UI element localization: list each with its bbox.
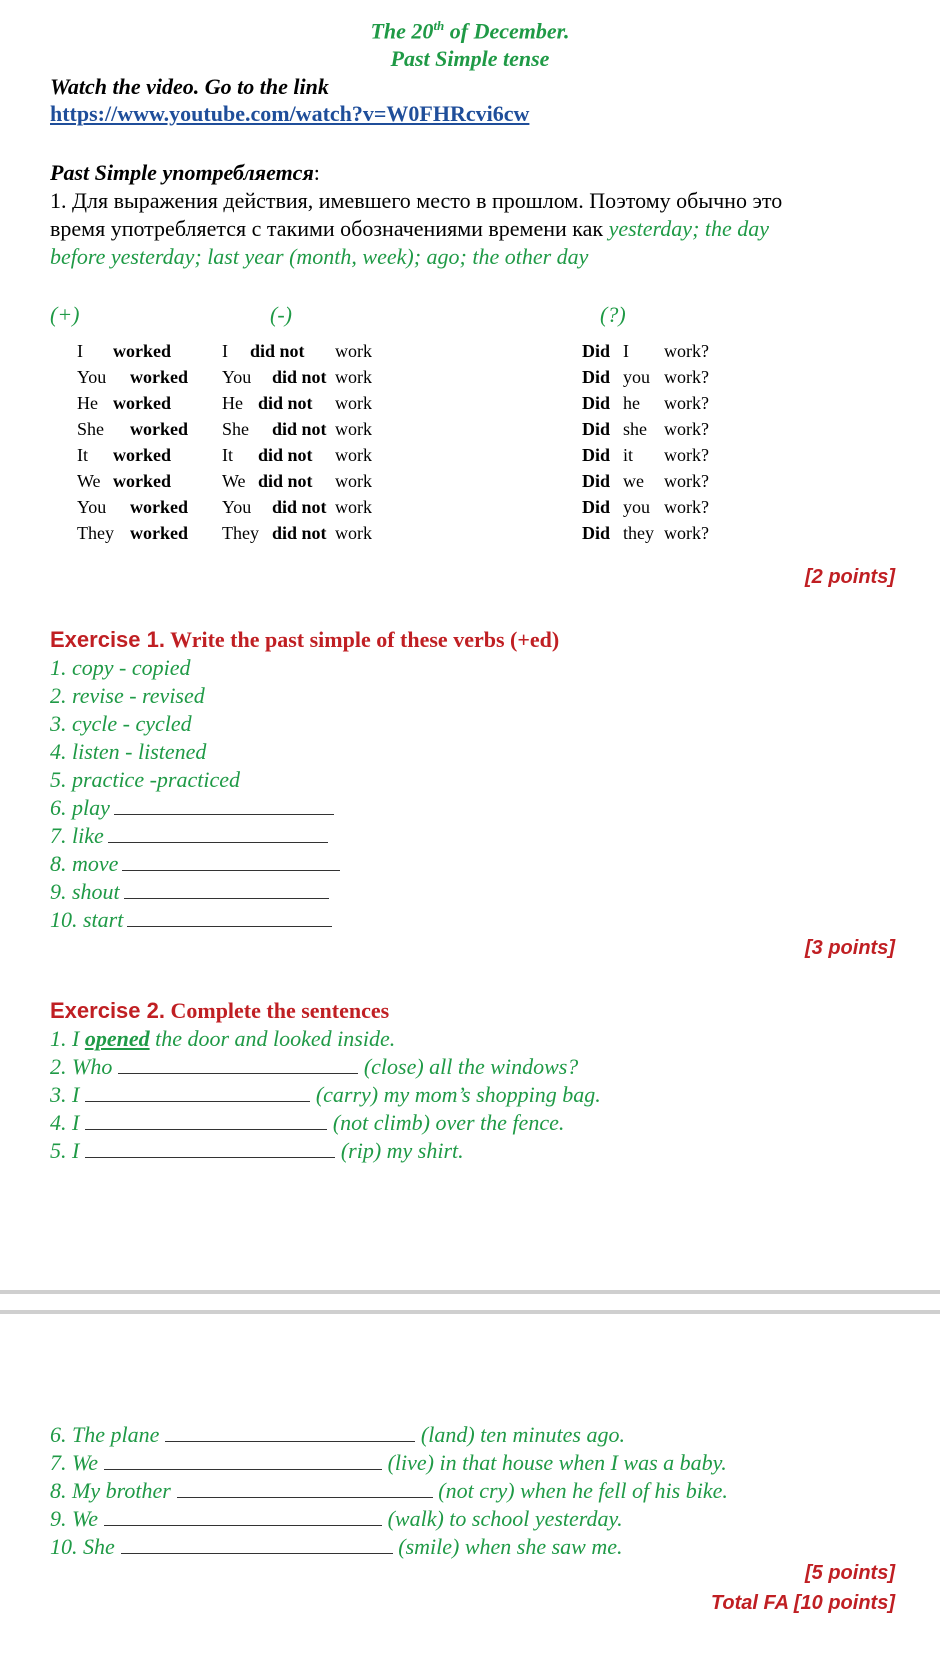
answer-blank[interactable] xyxy=(104,1524,382,1526)
neg-auxiliary: did not xyxy=(258,471,313,491)
exercise2-item-lead: 4. I xyxy=(50,1110,80,1135)
exercise2-item-lead: 7. We xyxy=(50,1450,99,1475)
neg-verb: work xyxy=(335,471,372,491)
q-auxiliary: Did xyxy=(582,445,611,465)
exercise2-item xyxy=(50,1054,578,1080)
exercise2-item-hint: (walk) to school yesterday. xyxy=(382,1506,623,1531)
answer-blank[interactable] xyxy=(114,813,334,815)
neg-auxiliary: did not xyxy=(272,497,327,517)
neg-pronoun: You xyxy=(222,497,252,517)
neg-pronoun: She xyxy=(222,419,249,439)
exercise2-item-1: 1. I opened the door and looked inside. xyxy=(50,1026,396,1051)
neg-auxiliary: did not xyxy=(258,393,313,413)
answer-blank[interactable] xyxy=(85,1100,310,1102)
neg-pronoun: We xyxy=(222,471,246,491)
video-link[interactable]: https://www.youtube.com/watch?v=W0FHRcvi6cw xyxy=(50,101,530,126)
usage-line-1: 1. Для выражения действия, имевшего место в прошлом. Поэтому обычно это xyxy=(50,188,783,213)
exercise1-item xyxy=(50,683,205,709)
exercise2-item-lead: 9. We xyxy=(50,1506,99,1531)
q-pronoun: you xyxy=(623,497,650,517)
exercise2-item-lead: 3. I xyxy=(50,1082,80,1107)
exercise1-item xyxy=(50,851,340,877)
points-exercise2: [5 points] xyxy=(805,1562,895,1584)
exercise2-item xyxy=(50,1082,601,1108)
exercise1-item xyxy=(50,711,192,737)
q-verb: work? xyxy=(664,471,709,491)
points-table: [2 points] xyxy=(805,566,895,588)
neg-auxiliary: did not xyxy=(272,419,327,439)
pos-verb: worked xyxy=(130,497,188,517)
col-question-header: (?) xyxy=(600,302,626,327)
q-verb: work? xyxy=(664,393,709,413)
answer-blank[interactable] xyxy=(85,1156,335,1158)
usage-heading: Past Simple употребляется: xyxy=(50,160,320,185)
pos-pronoun: He xyxy=(77,393,98,413)
q-verb: work? xyxy=(664,445,709,465)
col-negative-header: (-) xyxy=(270,302,292,327)
exercise2-item xyxy=(50,1506,623,1532)
neg-pronoun: It xyxy=(222,445,233,465)
points-exercise1: [3 points] xyxy=(805,937,895,959)
exercise1-item xyxy=(50,907,332,933)
q-auxiliary: Did xyxy=(582,523,611,543)
exercise2-item xyxy=(50,1110,564,1136)
answer-blank[interactable] xyxy=(122,869,340,871)
usage-line-3: before yesterday; last year (month, week); ago; the other day xyxy=(50,244,589,269)
neg-verb: work xyxy=(335,341,372,361)
q-verb: work? xyxy=(664,419,709,439)
neg-auxiliary: did not xyxy=(272,523,327,543)
pos-verb: worked xyxy=(113,445,171,465)
exercise1-item-text: 2. revise - revised xyxy=(50,683,205,708)
neg-auxiliary: did not xyxy=(272,367,327,387)
col-positive-header: (+) xyxy=(50,302,80,327)
q-verb: work? xyxy=(664,341,709,361)
exercise1-item-text: 4. listen - listened xyxy=(50,739,207,764)
exercise2-item xyxy=(50,1138,464,1164)
neg-verb: work xyxy=(335,393,372,413)
answer-blank[interactable] xyxy=(118,1072,358,1074)
exercise2-item-lead: 6. The plane xyxy=(50,1422,160,1447)
neg-pronoun: I xyxy=(222,341,228,361)
pos-pronoun: You xyxy=(77,367,107,387)
exercise2-item xyxy=(50,1534,623,1560)
exercise2-item-lead: 10. She xyxy=(50,1534,115,1559)
neg-pronoun: You xyxy=(222,367,252,387)
neg-auxiliary: did not xyxy=(250,341,305,361)
q-pronoun: he xyxy=(623,393,640,413)
exercise1-item-text: 3. cycle - cycled xyxy=(50,711,192,736)
q-verb: work? xyxy=(664,367,709,387)
exercise2-item-hint: (not climb) over the fence. xyxy=(327,1110,565,1135)
pos-verb: worked xyxy=(113,471,171,491)
q-auxiliary: Did xyxy=(582,393,611,413)
q-auxiliary: Did xyxy=(582,341,611,361)
instruction: Watch the video. Go to the link xyxy=(50,74,329,99)
q-verb: work? xyxy=(664,497,709,517)
exercise1-item-text: 10. start xyxy=(50,907,124,932)
exercise2-item-lead: 2. Who xyxy=(50,1054,113,1079)
q-pronoun: you xyxy=(623,367,650,387)
neg-verb: work xyxy=(335,419,372,439)
q-pronoun: it xyxy=(623,445,634,465)
pos-verb: worked xyxy=(130,367,188,387)
exercise2-item-hint: (smile) when she saw me. xyxy=(392,1534,623,1559)
q-pronoun: we xyxy=(623,471,644,491)
answer-blank[interactable] xyxy=(108,841,328,843)
exercise1-item xyxy=(50,879,329,905)
q-pronoun: they xyxy=(623,523,654,543)
exercise2-item-hint: (rip) my shirt. xyxy=(335,1138,464,1163)
exercise1-item xyxy=(50,823,328,849)
q-pronoun: she xyxy=(623,419,647,439)
pos-pronoun: She xyxy=(77,419,104,439)
answer-blank[interactable] xyxy=(165,1440,415,1442)
pos-verb: worked xyxy=(113,341,171,361)
exercise2-item-hint: (not cry) when he fell of his bike. xyxy=(432,1478,728,1503)
exercise2-item-hint: (land) ten minutes ago. xyxy=(415,1422,625,1447)
exercise1-item-text: 1. copy - copied xyxy=(50,655,191,680)
exercise1-item xyxy=(50,795,334,821)
neg-verb: work xyxy=(335,497,372,517)
neg-verb: work xyxy=(335,367,372,387)
pos-pronoun: You xyxy=(77,497,107,517)
exercise2-item-lead: 5. I xyxy=(50,1138,80,1163)
neg-pronoun: They xyxy=(222,523,259,543)
pos-pronoun: I xyxy=(77,341,83,361)
answer-blank[interactable] xyxy=(177,1496,433,1498)
exercise2-item xyxy=(50,1422,625,1448)
exercise2-item-hint: (carry) my mom’s shopping bag. xyxy=(310,1082,601,1107)
neg-verb: work xyxy=(335,445,372,465)
exercise1-item xyxy=(50,739,206,765)
exercise1-item xyxy=(50,767,240,793)
usage-line-2: время употребляется с такими обозначениями времени как yesterday; the day xyxy=(50,216,770,241)
exercise2-item-lead: 8. My brother xyxy=(50,1478,171,1503)
answer-blank[interactable] xyxy=(104,1468,382,1470)
exercise2-item xyxy=(50,1450,727,1476)
pos-pronoun: It xyxy=(77,445,88,465)
pos-pronoun: We xyxy=(77,471,101,491)
q-verb: work? xyxy=(664,523,709,543)
answer-blank[interactable] xyxy=(121,1552,393,1554)
topic-title: Past Simple tense xyxy=(390,46,550,71)
exercise1-item-text: 8. move xyxy=(50,851,119,876)
exercise1-item-text: 5. practice -practiced xyxy=(50,767,240,792)
date-title: The 20th of December. xyxy=(370,18,570,44)
q-auxiliary: Did xyxy=(582,471,611,491)
q-auxiliary: Did xyxy=(582,367,611,387)
neg-verb: work xyxy=(335,523,372,543)
exercise2-heading: Exercise 2. Complete the sentences xyxy=(50,998,390,1023)
pos-verb: worked xyxy=(130,523,188,543)
answer-blank[interactable] xyxy=(127,925,332,927)
exercise2-item-hint: (live) in that house when I was a baby. xyxy=(382,1450,727,1475)
exercise2-item-hint: (close) all the windows? xyxy=(358,1054,579,1079)
q-auxiliary: Did xyxy=(582,497,611,517)
pos-verb: worked xyxy=(113,393,171,413)
exercise1-item-text: 6. play xyxy=(50,795,110,820)
page-divider-bottom xyxy=(0,1310,940,1314)
exercise1-item-text: 7. like xyxy=(50,823,104,848)
exercise1-item xyxy=(50,655,191,681)
q-pronoun: I xyxy=(623,341,629,361)
neg-pronoun: He xyxy=(222,393,243,413)
pos-verb: worked xyxy=(130,419,188,439)
answer-blank[interactable] xyxy=(124,897,329,899)
pos-pronoun: They xyxy=(77,523,114,543)
q-auxiliary: Did xyxy=(582,419,611,439)
answer-blank[interactable] xyxy=(85,1128,327,1130)
exercise1-heading: Exercise 1. Write the past simple of these verbs (+ed) xyxy=(50,627,560,652)
total-points: Total FA [10 points] xyxy=(710,1592,895,1614)
exercise2-item xyxy=(50,1478,728,1504)
page-divider-top xyxy=(0,1290,940,1294)
neg-auxiliary: did not xyxy=(258,445,313,465)
exercise1-item-text: 9. shout xyxy=(50,879,120,904)
